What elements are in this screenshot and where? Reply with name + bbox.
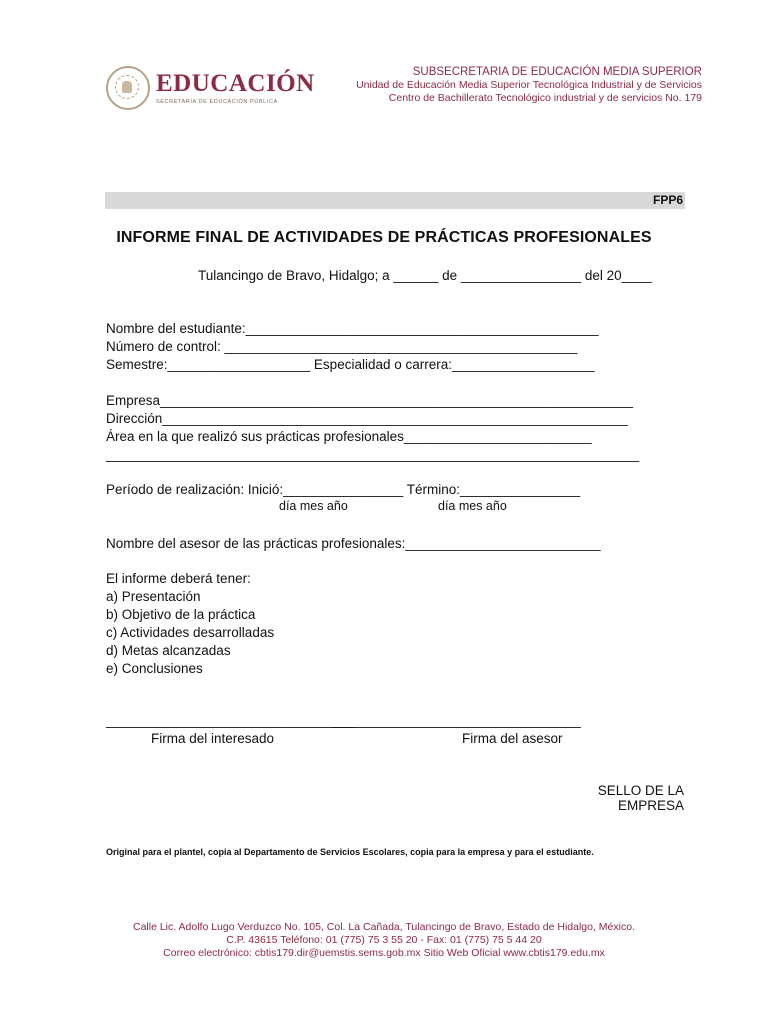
period-field[interactable]: Período de realización: Inició:________________ Término:________________ bbox=[106, 482, 581, 497]
report-item: a) Presentación bbox=[106, 589, 201, 604]
signature-line-advisor[interactable]: _________________________________ bbox=[333, 713, 581, 728]
footer-line-3: Correo electrónico: cbtis179.dir@uemstis.sems.gob.mx Sitio Web Oficial www.cbtis179.edu.mx bbox=[163, 947, 605, 959]
address-field[interactable]: Dirección______________________________________________________________ bbox=[106, 411, 628, 426]
header-line-3: Centro de Bachillerato Tecnológico industrial y de servicios No. 179 bbox=[388, 92, 702, 104]
company-field[interactable]: Empresa_______________________________________________________________ bbox=[106, 393, 634, 408]
logo-subtitle: SECRETARÍA DE EDUCACIÓN PÚBLICA bbox=[156, 99, 278, 105]
form-code-bar bbox=[105, 192, 685, 209]
signature-label-interested: Firma del interesado bbox=[151, 731, 275, 746]
report-item: d) Metas alcanzadas bbox=[106, 643, 231, 658]
report-item: b) Objetivo de la práctica bbox=[106, 607, 256, 622]
area-extra-line[interactable]: _______________________________________________________________________ bbox=[106, 447, 640, 462]
footer-address bbox=[0, 921, 768, 960]
period-end-sublabel: día mes año bbox=[438, 499, 507, 513]
sep-logo bbox=[106, 66, 315, 110]
signature-line-interested[interactable]: _________________________________ bbox=[106, 713, 354, 728]
signature-label-advisor: Firma del asesor bbox=[462, 731, 563, 746]
seal-line-2: EMPRESA bbox=[617, 798, 684, 813]
document-title: INFORME FINAL DE ACTIVIDADES DE PRÁCTICAS PROFESIONALES bbox=[116, 229, 652, 246]
header-line-2: Unidad de Educación Media Superior Tecnológica Industrial y de Servicios bbox=[356, 79, 702, 91]
student-name-field[interactable]: Nombre del estudiante:_______________________________________________ bbox=[106, 321, 599, 336]
advisor-name-field[interactable]: Nombre del asesor de las prácticas profesionales:__________________________ bbox=[106, 536, 601, 551]
date-line: Tulancingo de Bravo, Hidalgo; a ______ de ________________ del 20____ bbox=[198, 268, 652, 283]
form-code: FPP6 bbox=[652, 193, 683, 207]
report-item: e) Conclusiones bbox=[106, 661, 203, 676]
header-line-1: SUBSECRETARIA DE EDUCACIÓN MEDIA SUPERIOR bbox=[412, 66, 702, 78]
distribution-note: Original para el plantel, copia al Departamento de Servicios Escolares, copia para la empresa y para el estudiante. bbox=[106, 847, 594, 857]
semester-specialty-field[interactable]: Semestre:___________________ Especialidad o carrera:___________________ bbox=[106, 357, 595, 372]
national-seal-icon bbox=[106, 66, 150, 110]
period-start-sublabel: día mes año bbox=[279, 499, 348, 513]
company-seal-label bbox=[598, 783, 684, 813]
logo-title: EDUCACIÓN bbox=[156, 70, 315, 97]
footer-line-1: Calle Lic. Adolfo Lugo Verduzco No. 105, Col. La Cañada, Tulancingo de Bravo, Estado de Hidalgo, México. bbox=[133, 921, 635, 933]
footer-line-2: C.P. 43615 Teléfono: 01 (775) 75 3 55 20 - Fax: 01 (775) 75 5 44 20 bbox=[226, 934, 542, 946]
institution-header bbox=[356, 66, 702, 105]
report-item: c) Actividades desarrolladas bbox=[106, 625, 275, 640]
seal-line-1: SELLO DE LA bbox=[597, 783, 684, 798]
report-intro: El informe deberá tener: bbox=[106, 571, 251, 586]
area-field[interactable]: Área en la que realizó sus prácticas profesionales_________________________ bbox=[106, 429, 592, 444]
control-number-field[interactable]: Número de control: _______________________________________________ bbox=[106, 339, 578, 354]
